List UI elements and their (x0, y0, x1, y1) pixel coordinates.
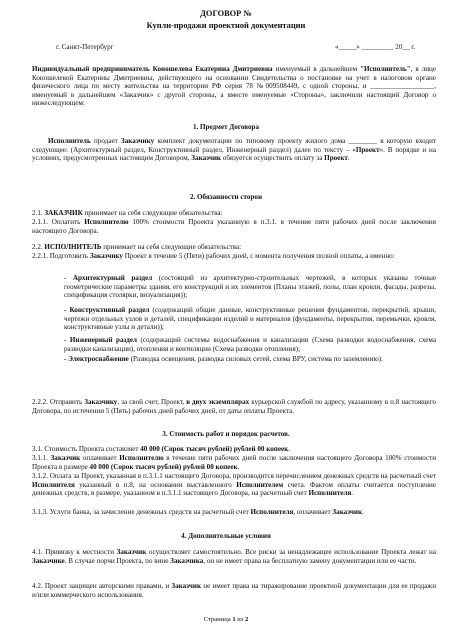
clause-4-1: 4.1. Привязку к местности Заказчик осуществляет самостоятельно. Все риски за ненадлежащее использование Проекта лежат на Заказчике. В случае порчи Проекта, по вине Заказчика, он не имеет права на бесплатную замену документации или ее части. (32, 548, 436, 565)
section-1-heading: 1. Предмет Договора (192, 123, 260, 131)
document-subtitle: Купли-продажи проектной документации (146, 21, 306, 30)
clause-2-1: 2.1. ЗАКАЗЧИК принимает на себя следующие обязательства: (32, 209, 223, 217)
seller-party: Индивидуальный предприниматель Коношелева Екатерина Дмитриевна (32, 65, 273, 73)
clause-2-2-1: 2.2.1. Подготовить Заказчику Проект в течение 5 (Пяти) рабочих дней, с момента получения полной оплаты, а именно: (32, 252, 395, 260)
document-title: ДОГОВОР № (200, 9, 252, 18)
clause-3-1-3: 3.1.3. Услуги банка, за зачисление денежных средств на расчетный счет Исполнителя, оплачивает Заказчик. (32, 508, 364, 516)
section-4-heading: 4. Дополнительные условия (181, 532, 271, 540)
clause-2-2: 2.2. ИСПОЛНИТЕЛЬ принимает на себя следующие обязательства: (32, 243, 242, 251)
city: г. Санкт-Петербург (56, 43, 114, 51)
clause-3-1-1: 3.1.1. Заказчик оплачивает Исполнителю в течение пяти рабочих дней после заключения настоящего Договора 100% стоимости Проекта в размере 40 000 (Сорок тысяч рублей) рублей 00 копеек. (32, 454, 436, 471)
section-3-heading: 3. Стоимость работ и порядок расчетов. (162, 430, 290, 438)
list-item-electrical: - Электроснабжение (Разводка освещения, разводка силовых сетей, схема ВРУ, система по заземлению). (64, 355, 383, 363)
list-item-constructive: - Конструктивный раздел (содержащий общие данные, конструктивные решения фундаментов, перекрытий, крыши, чертежи отдельных узлов и деталей, спецификации изделий и материалов (фундаменты, перекрытия, перемычки, кровля, конструктивные узлы и детали)); (64, 306, 436, 332)
clause-4-2: 4.2. Проект защищен авторскими правами, и Заказчик не имеет права на тиражирование проектной документации для ее продажи и/или коммерческого использования. (32, 582, 436, 599)
contract-date: «_____» _________ 20__ г. (335, 43, 416, 51)
page-number: Страница 1 из 2 (203, 616, 249, 623)
list-item-engineering: - Инженерный раздел (содержащий системы водоснабжения и канализации (Схема разводки водоснабжения, схема разводки канализации), отопления и вентиляции (Схема разводки отопления); (64, 336, 436, 353)
section-1-paragraph: Исполнитель продает Заказчику комплект документации по типовому проекту жилого дома ________ в которую входит следующее: (Архитектурный раздел, Конструктивный раздел, Инженерный раздел) далее по тексту – «Проект». В порядке и на условиях, предусмотренных настоящим Договором, Заказчик обязуется осуществить оплату за Проект. (32, 137, 437, 163)
preamble-paragraph: Индивидуальный предприниматель Коношелева Екатерина Дмитриевна именуемый в дальнейшем "Исполнитель", в лице Коношелевой Екатерины Дмитриевны, действующего на основании Свидетельства о постановке на учет в налоговом органе физического лица по месту жительства на территории РФ серия 78 №009508449, с одной стороны, и __________________, именуемый в дальнейшем «Заказчик» с другой стороны, а вместе именуемые «Стороны», заключили настоящий Договор о нижеследующем: (32, 65, 436, 108)
list-item-architecture: - Архитектурный раздел (состоящий из архитектурно-строительных чертежей, в которых указаны точные геометрические параметры здания, его конструкций и их элементов (Планы этажей, полы, план кровли, фасады, разрезы, спецификация столярки, визуализация)); (64, 274, 437, 300)
clause-3-1-2: 3.1.2. Оплата за Проект, указанная в п.3.1.1 настоящего Договора, производится перечислением денежных средств на расчетный счет Исполнителя указанный в п.8, на основании выставленного Исполнителем счета. Фактом оплаты считается поступление денежных средств, в размере, указанном в п.3.1.1 настоящего Договора, на расчетный счет Исполнителя. (32, 472, 436, 498)
clause-2-2-2: 2.2.2. Отправить Заказчику, за свой счет, Проект, в двух экземплярах курьерской службой по адресу, указанному в п.8 настоящего Договора, по истечении 5 (Пять) рабочих дней рабочих дней, от даты оплаты Проекта. (32, 398, 436, 415)
clause-2-1-1: 2.1.1. Оплатить Исполнителю 100% стоимости Проекта указанную в п.3.1. в течение пяти рабочих дней после заключения настоящего Договора. (32, 218, 436, 235)
section-2-heading: 2. Обязанности сторон (189, 193, 263, 201)
clause-3-1: 3.1. Стоимость Проекта составляет 40 000 (Сорок тысяч рублей) рублей 00 копеек. (32, 445, 291, 453)
